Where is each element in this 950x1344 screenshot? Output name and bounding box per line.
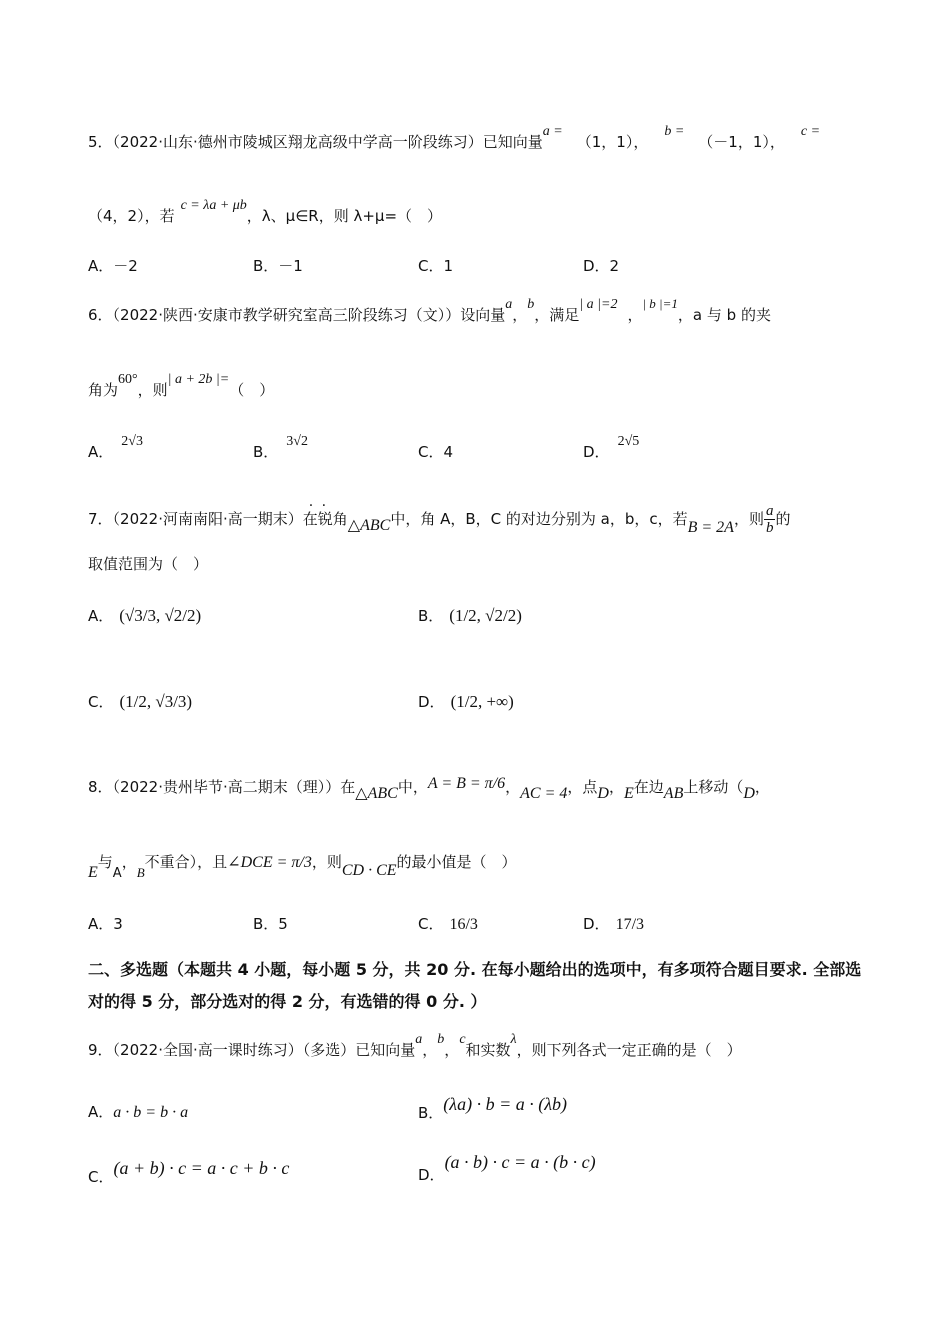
q7-line2: 取值范围为（ ） [88, 555, 209, 573]
q5-b-val: （－1，1）， [698, 133, 785, 151]
q8-e: E [624, 785, 634, 802]
q9-option-c [88, 1158, 290, 1186]
q8-line2-c: ，则 [311, 853, 342, 871]
q8-option-d-label: D． [583, 915, 610, 933]
q6-option-d [583, 434, 640, 464]
q6-angle: 60° [118, 372, 138, 387]
q8-angle: ∠DCE = π/3 [227, 854, 312, 871]
q8-number: 8． [88, 778, 113, 796]
q6-a: a [505, 297, 513, 312]
q9-a: a [415, 1032, 423, 1047]
q7-text2: 中，角 A，B，C 的对边分别为 a，b，c，若 [390, 510, 688, 528]
q7-option-d-label: D． [418, 693, 445, 711]
q9-number: 9． [88, 1041, 113, 1059]
q6-option-a-label: A． [88, 443, 114, 461]
q7-number: 7． [88, 510, 113, 528]
q7-option-a-label: A． [88, 607, 114, 625]
q5-number: 5． [88, 133, 113, 151]
q9-text2: 和实数 [465, 1041, 511, 1059]
q6-line2-b: ，则 [137, 381, 168, 399]
q7-line1 [88, 503, 790, 536]
q5-expr: c = λa + μb [180, 198, 247, 213]
q7-text4: 的 [775, 510, 791, 528]
q5-a-eq: a = [542, 124, 563, 139]
q6-sep: ， [512, 306, 528, 324]
q8-line2-B: B [136, 865, 145, 880]
q7-option-d-value: (1/2, +∞) [450, 692, 514, 711]
q6-sep3: ， [677, 306, 693, 324]
q6-line2-a: 角为 [88, 381, 119, 399]
q8-option-c-label: C． [418, 915, 444, 933]
q6-b: b [527, 297, 535, 312]
q7-text3: ，则 [733, 510, 764, 528]
q8-text3: ， [505, 778, 521, 796]
q9-line1 [88, 1032, 742, 1062]
q7-frac-den: b [765, 520, 774, 536]
q6-abs-b: | b |=1 [642, 296, 678, 311]
q9-option-d [418, 1152, 596, 1184]
q7-condition: B = 2A [687, 519, 734, 536]
section2-heading: 二、多选题（本题共 4 小题，每小题 5 分，共 20 分. 在每小题给出的选项中，有多项符合题目要求. 全部选对的得 5 分，部分选对的得 2 分，有选错的得 0 分. ） [88, 960, 862, 1011]
q6-option-c: C．4 [418, 443, 454, 461]
q8-option-c [418, 914, 478, 935]
q6-sep2: ， [627, 306, 643, 324]
q7-option-a-value: (√3/3, √2/2) [119, 606, 202, 625]
q9-option-b-value: (λa) · b = a · (λb) [443, 1094, 568, 1114]
q6-line1 [88, 296, 771, 327]
q6-line2 [88, 372, 275, 402]
q7-triangle: △ABC [347, 517, 391, 534]
q7-option-b [418, 606, 522, 626]
q9-option-c-label: C． [88, 1168, 114, 1186]
q8-text6: 上移动（ [683, 778, 744, 796]
q6-number: 6． [88, 306, 113, 324]
q6-option-b-label: B． [253, 443, 279, 461]
q7-option-b-label: B． [418, 607, 444, 625]
q8-sep: ， [608, 778, 624, 796]
q8-line2-b: 不重合），且 [144, 853, 228, 871]
q8-cond1: A = B = π/6 [427, 775, 506, 792]
q8-source: （2022·贵州毕节·高二期末（理）） [112, 778, 341, 796]
q7-fraction [764, 503, 776, 536]
q5-a-val: （1，1）， [576, 133, 649, 151]
q7-source: （2022·河南南阳·高一期末） [112, 510, 303, 528]
q5-c-eq: c = [800, 124, 821, 139]
q6-text2: ，满足 [534, 306, 580, 324]
q5-source: （2022·山东·德州市陵城区翔龙高级中学高一阶段练习） [112, 133, 483, 151]
q7-option-a [88, 606, 201, 626]
q8-line2-e: E [88, 864, 98, 881]
q8-option-d [583, 914, 644, 935]
q6-line2-c: （ ） [229, 381, 275, 399]
q7-option-c [88, 692, 192, 712]
q8-ab: AB [663, 785, 684, 802]
q8-text2: 中， [397, 778, 428, 796]
q5-line2 [88, 198, 443, 228]
q9-option-a-value: a · b = b · a [113, 1104, 189, 1121]
q6-option-b [253, 434, 308, 464]
q5-text1: 已知向量 [482, 133, 543, 151]
q9-option-b-label: B． [418, 1104, 444, 1122]
q9-b: b [437, 1032, 445, 1047]
q9-text1: （多选）已知向量 [302, 1041, 416, 1059]
q9-option-a [88, 1102, 188, 1123]
q8-text1: 在 [340, 778, 356, 796]
q9-source: （2022·全国·高一课时练习） [112, 1041, 303, 1059]
q5-option-b: B．－1 [253, 257, 303, 275]
q6-text1: 设向量 [460, 306, 506, 324]
q7-option-d [418, 692, 514, 712]
q7-text1: · · 在锐角 [303, 510, 348, 528]
q8-d: D [597, 785, 609, 802]
q6-text3: a 与 b 的夹 [692, 306, 771, 324]
q6-option-d-label: D． [583, 443, 610, 461]
q8-cond2: AC = 4 [520, 785, 568, 802]
q7-option-b-value: (1/2, √2/2) [449, 606, 522, 625]
q6-expr: | a + 2b |= [167, 372, 230, 387]
q7-option-c-value: (1/2, √3/3) [119, 692, 193, 711]
q9-sep1: ， [422, 1041, 438, 1059]
q9-sep2: ， [444, 1041, 460, 1059]
q8-sep2: ， [754, 778, 770, 796]
q5-option-a: A．－2 [88, 257, 138, 275]
q6-source: （2022·陕西·安康市教学研究室高三阶段练习（文）） [112, 306, 461, 324]
q8-option-c-value: 16/3 [449, 916, 478, 933]
q8-line2-d: 的最小值是（ ） [396, 853, 517, 871]
q7-frac-num: a [765, 503, 774, 519]
q5-c-val: （4，2），若 [88, 207, 175, 225]
q9-lambda: λ [510, 1032, 517, 1047]
q9-option-b [418, 1094, 568, 1122]
q7-option-c-label: C． [88, 693, 114, 711]
q9-text3: ，则下列各式一定正确的是（ ） [516, 1041, 742, 1059]
q6-option-a-value: 2√3 [121, 434, 143, 449]
q5-line1 [88, 124, 821, 154]
q8-line2-sep: ， [121, 853, 137, 871]
q8-line2 [88, 852, 517, 881]
q6-option-d-value: 2√5 [617, 434, 640, 449]
q8-line1 [88, 775, 770, 802]
q8-option-a: A．3 [88, 915, 123, 933]
q8-option-d-value: 17/3 [615, 916, 645, 933]
q9-option-d-value: (a · b) · c = a · (b · c) [444, 1152, 596, 1172]
q9-option-a-label: A． [88, 1103, 114, 1121]
q6-option-b-value: 3√2 [286, 434, 308, 449]
q6-option-a [88, 434, 143, 464]
q8-triangle: △ABC [355, 785, 398, 802]
q5-b-eq: b = [664, 124, 685, 139]
q8-expr: CD · CE [341, 862, 397, 879]
q5-option-d: D．2 [583, 257, 620, 275]
q6-abs-a: | a |=2 [579, 297, 618, 312]
q8-option-b: B．5 [253, 915, 288, 933]
q9-option-c-value: (a + b) · c = a · c + b · c [113, 1158, 290, 1178]
q5-option-c: C．1 [418, 257, 454, 275]
q8-d2: D [743, 785, 755, 802]
q9-option-d-label: D． [418, 1166, 445, 1184]
q8-text4: ，点 [567, 778, 598, 796]
q5-text2: ，λ、μ∈R，则 λ+μ=（ ） [246, 207, 443, 225]
q9-c: c [459, 1032, 466, 1047]
q8-text5: 在边 [633, 778, 664, 796]
q8-line2-A: A [112, 866, 122, 881]
q8-line2-a: 与 [97, 853, 113, 871]
